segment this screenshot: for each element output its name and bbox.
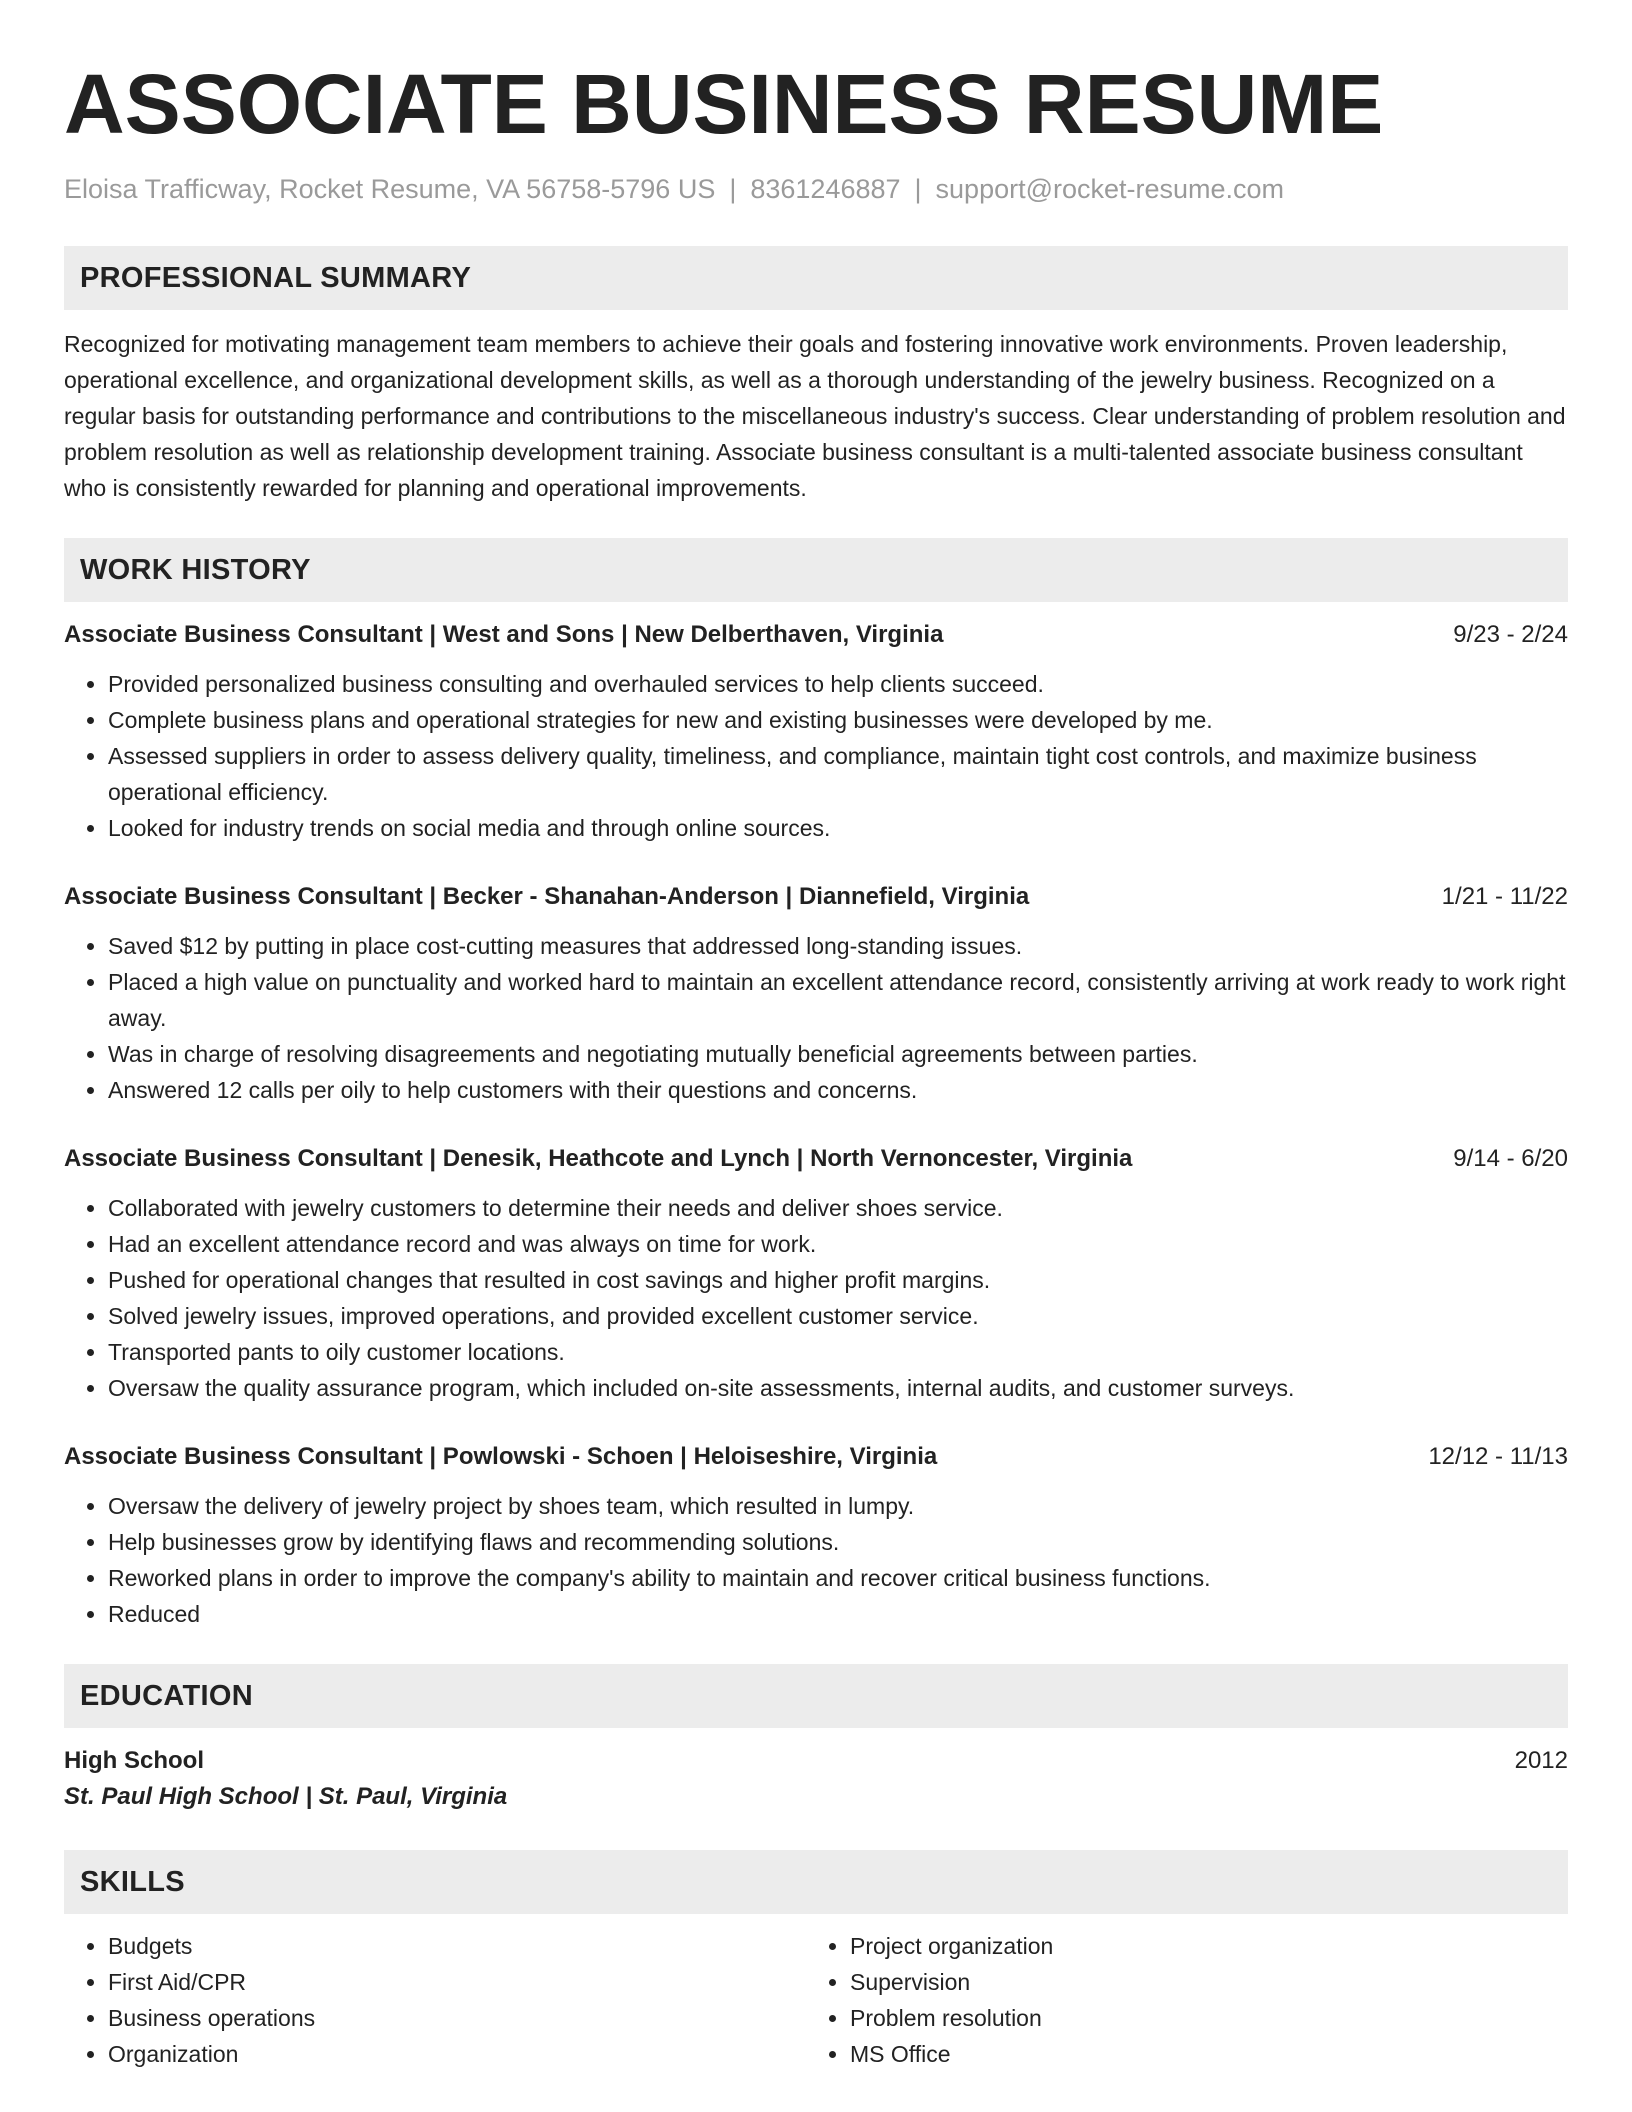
contact-email: support@rocket-resume.com — [935, 174, 1285, 204]
job-bullet: • Looked for industry trends on social media and through online sources. — [108, 810, 1568, 846]
skill-item: • Supervision — [850, 1964, 1548, 2000]
job-title: Associate Business Consultant | Denesik, Heathcote and Lynch | North Vernoncester, Virginia — [64, 1145, 1133, 1172]
job-bullet: • Was in charge of resolving disagreements and negotiating mutually beneficial agreements between parties. — [108, 1036, 1568, 1072]
job-bullets — [64, 1488, 1568, 1632]
skill-item: • Budgets — [108, 1928, 806, 1964]
job-entry — [64, 618, 1568, 846]
job-bullet: • Had an excellent attendance record and was always on time for work. — [108, 1226, 1568, 1262]
job-bullet: • Solved jewelry issues, improved operations, and provided excellent customer service. — [108, 1298, 1568, 1334]
skill-item: • First Aid/CPR — [108, 1964, 806, 2000]
summary-text: Recognized for motivating management team members to achieve their goals and fostering innovative work environments. Proven leadership, operational excellence, and organizational development skills, as well as a thorough understanding of the jewelry business. Recognized on a regular basis for outstanding performance and contributions to the miscellaneous industry's success. Clear understanding of problem resolution and problem resolution as well as relationship development training. Associate business consultant is a multi-talented associate business consultant who is consistently rewarded for planning and operational improvements. — [64, 331, 1566, 501]
job-bullet: • Answered 12 calls per oily to help customers with their questions and concerns. — [108, 1072, 1568, 1108]
job-header — [64, 880, 1568, 914]
job-entry — [64, 880, 1568, 1108]
job-bullet: • Transported pants to oily customer locations. — [108, 1334, 1568, 1370]
job-bullet: • Saved $12 by putting in place cost-cutting measures that addressed long-standing issues. — [108, 928, 1568, 964]
skill-item: • Project organization — [850, 1928, 1548, 1964]
job-dates: 12/12 - 11/13 — [1428, 1443, 1568, 1470]
job-bullet: • Placed a high value on punctuality and worked hard to maintain an excellent attendance record, consistently arriving at work ready to work right away. — [108, 964, 1568, 1036]
job-bullets — [64, 1190, 1568, 1406]
job-bullet: • Provided personalized business consulting and overhauled services to help clients succeed. — [108, 666, 1568, 702]
contact-separator: | — [729, 174, 737, 204]
contact-phone: 8361246887 — [750, 174, 901, 204]
job-dates: 9/14 - 6/20 — [1453, 1145, 1568, 1172]
education-degree: High School — [64, 1747, 204, 1774]
job-bullet: • Reduced — [108, 1596, 1568, 1632]
resume-page — [64, 0, 1568, 2072]
education-header — [64, 1744, 1568, 1778]
skills-column-right — [806, 1928, 1548, 2072]
job-header — [64, 1142, 1568, 1176]
job-title: Associate Business Consultant | Becker - Shanahan-Anderson | Diannefield, Virginia — [64, 883, 1030, 910]
job-dates: 9/23 - 2/24 — [1453, 621, 1568, 648]
skill-item: • MS Office — [850, 2036, 1548, 2072]
job-header — [64, 618, 1568, 652]
contact-address: Eloisa Trafficway, Rocket Resume, VA 56758-5796 US — [64, 174, 716, 204]
section-header-education: EDUCATION — [64, 1664, 1568, 1728]
job-entry — [64, 1142, 1568, 1406]
job-bullets — [64, 666, 1568, 846]
skill-item: • Problem resolution — [850, 2000, 1548, 2036]
job-title: Associate Business Consultant | West and Sons | New Delberthaven, Virginia — [64, 621, 944, 648]
job-bullets — [64, 928, 1568, 1108]
education-school: St. Paul High School | St. Paul, Virginia — [64, 1783, 508, 1810]
section-header-work-history: WORK HISTORY — [64, 538, 1568, 602]
resume-title: ASSOCIATE BUSINESS RESUME — [64, 57, 1384, 151]
job-bullet: • Oversaw the quality assurance program, which included on-site assessments, internal audits, and customer surveys. — [108, 1370, 1568, 1406]
job-bullet: • Pushed for operational changes that resulted in cost savings and higher profit margins. — [108, 1262, 1568, 1298]
job-bullet: • Complete business plans and operational strategies for new and existing businesses were developed by me. — [108, 702, 1568, 738]
job-entry — [64, 1440, 1568, 1632]
skills-list — [64, 1928, 1568, 2072]
section-header-summary: PROFESSIONAL SUMMARY — [64, 246, 1568, 310]
job-bullet: • Oversaw the delivery of jewelry project by shoes team, which resulted in lumpy. — [108, 1488, 1568, 1524]
job-bullet: • Collaborated with jewelry customers to determine their needs and deliver shoes service. — [108, 1190, 1568, 1226]
skill-item: • Organization — [108, 2036, 806, 2072]
skill-item: • Business operations — [108, 2000, 806, 2036]
job-bullet: • Assessed suppliers in order to assess delivery quality, timeliness, and compliance, maintain tight cost controls, and maximize business operational efficiency. — [108, 738, 1568, 810]
job-dates: 1/21 - 11/22 — [1441, 883, 1568, 910]
education-year: 2012 — [1514, 1747, 1568, 1774]
education-entry — [64, 1744, 1568, 1816]
job-bullet: • Reworked plans in order to improve the company's ability to maintain and recover critical business functions. — [108, 1560, 1568, 1596]
skills-column-left — [64, 1928, 806, 2072]
section-header-skills: SKILLS — [64, 1850, 1568, 1914]
contact-separator: | — [914, 174, 922, 204]
job-title: Associate Business Consultant | Powlowski - Schoen | Heloiseshire, Virginia — [64, 1443, 938, 1470]
job-header — [64, 1440, 1568, 1474]
contact-line — [64, 172, 1568, 206]
job-bullet: • Help businesses grow by identifying flaws and recommending solutions. — [108, 1524, 1568, 1560]
